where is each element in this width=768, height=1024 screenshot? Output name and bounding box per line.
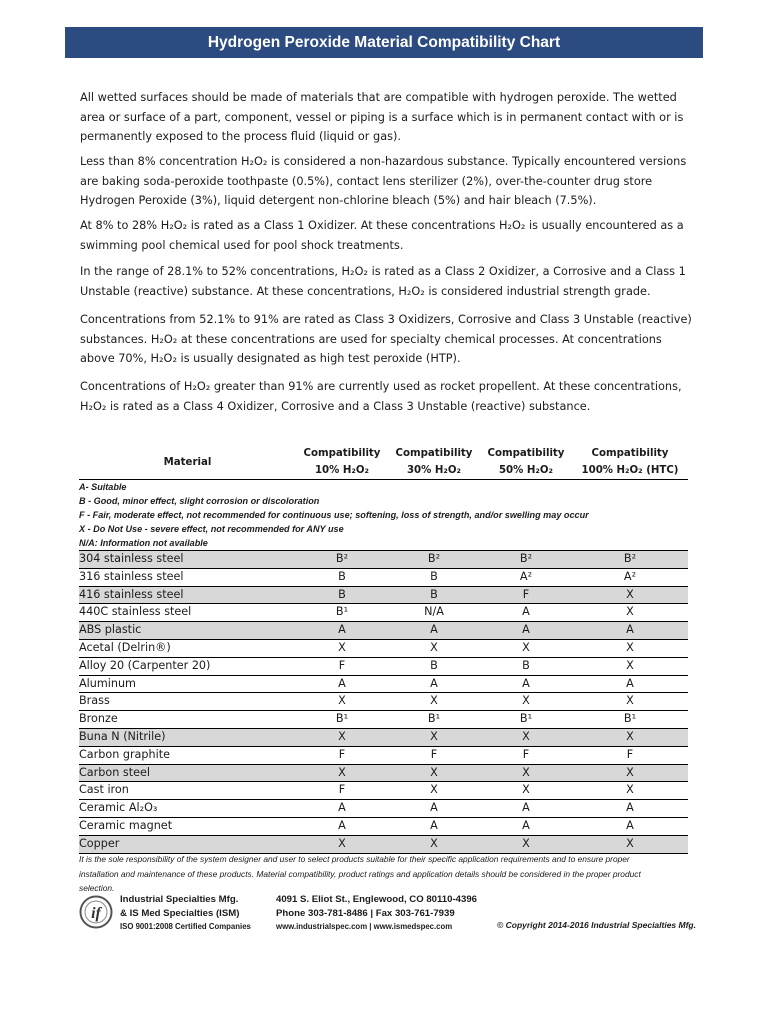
rating-c30: B [388, 657, 480, 675]
company-name: Industrial Specialties Mfg. [120, 894, 239, 905]
legend-text: A- Suitable [79, 482, 127, 492]
header-material: Material [79, 445, 296, 480]
material-name: Copper [79, 835, 296, 853]
rating-c50: B [480, 657, 572, 675]
rating-c30: X [388, 782, 480, 800]
rating-c100: X [572, 586, 688, 604]
rating-c50: A [480, 817, 572, 835]
material-name: 316 stainless steel [79, 568, 296, 586]
legend-text: N/A: Information not available [79, 538, 208, 548]
material-name: Ceramic magnet [79, 817, 296, 835]
table-row [79, 800, 688, 818]
table-row [79, 551, 688, 569]
rating-c10: B² [296, 551, 388, 569]
rating-c10: F [296, 782, 388, 800]
material-name: 440C stainless steel [79, 604, 296, 622]
rating-c100: X [572, 693, 688, 711]
rating-c10: B [296, 586, 388, 604]
rating-c100: X [572, 728, 688, 746]
header-30pct: Compatibility 30% H₂O₂ [388, 445, 480, 480]
table-row [79, 835, 688, 853]
intro-paragraph: All wetted surfaces should be made of materials that are compatible with hydrogen peroxide. The wetted area or surface of a part, component, vessel or piping is a surface which is in permanent contact with or is permanently exposed to the process fluid (liquid or gas). [80, 91, 684, 144]
legend-text: B - Good, minor effect, slight corrosion or discoloration [79, 496, 320, 506]
rating-c10: A [296, 817, 388, 835]
header-50pct: Compatibility 50% H₂O₂ [480, 445, 572, 480]
table-row [79, 586, 688, 604]
material-name: 304 stainless steel [79, 551, 296, 569]
rating-c10: B [296, 568, 388, 586]
rating-c10: X [296, 728, 388, 746]
material-name: Bronze [79, 711, 296, 729]
rating-c50: X [480, 728, 572, 746]
rating-c50: A [480, 800, 572, 818]
company-name-2: & IS Med Specialties (ISM) [120, 907, 240, 919]
rating-c50: A [480, 622, 572, 640]
company-info [120, 893, 251, 934]
intro-paragraph: In the range of 28.1% to 52% concentrations, H₂O₂ is rated as a Class 2 Oxidizer, a Corrosive and a Class 1 Unstable (reactive) substance. At these concentrations, H₂O₂ is considered industrial strength grade. [80, 265, 686, 298]
table-row [79, 817, 688, 835]
website-links[interactable]: www.industrialspec.com | www.ismedspec.com [276, 922, 453, 931]
phone-fax: Phone 303-781-8486 | Fax 303-761-7939 [276, 907, 455, 919]
table-row [79, 746, 688, 764]
intro-paragraph: At 8% to 28% H₂O₂ is rated as a Class 1 Oxidizer. At these concentrations H₂O₂ is usually encountered as a swimming pool chemical used for pool shock treatments. [80, 219, 684, 252]
rating-c50: X [480, 764, 572, 782]
legend [79, 480, 688, 551]
rating-c100: A [572, 622, 688, 640]
address: 4091 S. Eliot St., Englewood, CO 80110-4396 [276, 894, 478, 905]
material-name: Buna N (Nitrile) [79, 728, 296, 746]
rating-c30: B² [388, 551, 480, 569]
disclaimer: It is the sole responsibility of the system designer and user to select products suitable for their specific application requirements and to ensure proper installation and maintenance of these products. Material compatibility, product ratings and application details should be considered in the proper product selection. [79, 854, 641, 893]
page-title: Hydrogen Peroxide Material Compatibility Chart [65, 27, 703, 58]
table-row [79, 728, 688, 746]
rating-c100: B¹ [572, 711, 688, 729]
rating-c100: X [572, 764, 688, 782]
rating-c10: B¹ [296, 711, 388, 729]
rating-c10: F [296, 746, 388, 764]
rating-c10: A [296, 800, 388, 818]
rating-c100: X [572, 639, 688, 657]
rating-c50: A [480, 604, 572, 622]
rating-c100: X [572, 782, 688, 800]
rating-c100: A [572, 817, 688, 835]
material-name: Carbon graphite [79, 746, 296, 764]
rating-c30: A [388, 622, 480, 640]
rating-c10: A [296, 622, 388, 640]
legend-text: F - Fair, moderate effect, not recommended for continuous use; softening, loss of strength, and/or swelling may occur [79, 510, 589, 520]
rating-c10: X [296, 639, 388, 657]
rating-c50: F [480, 746, 572, 764]
table-row [79, 568, 688, 586]
table-row [79, 693, 688, 711]
company-logo-icon [79, 895, 113, 929]
header-10pct: Compatibility 10% H₂O₂ [296, 445, 388, 480]
rating-c100: A [572, 675, 688, 693]
rating-c100: A² [572, 568, 688, 586]
table-row [79, 604, 688, 622]
intro-paragraph: Concentrations from 52.1% to 91% are rated as Class 3 Oxidizers, Corrosive and Class 3 Unstable (reactive) substances. H₂O₂ at these concentrations are used for specialty chemical processes. At concentrations above 70%, H₂O₂ is usually designated as high test peroxide (HTP). [80, 313, 692, 366]
rating-c10: F [296, 657, 388, 675]
legend-item [79, 480, 688, 495]
rating-c30: X [388, 728, 480, 746]
material-name: ABS plastic [79, 622, 296, 640]
table-row [79, 639, 688, 657]
intro-paragraph: Concentrations of H₂O₂ greater than 91% are currently used as rocket propellent. At these concentrations, H₂O₂ is rated as a Class 4 Oxidizer, Corrosive and a Class 3 Unstable (reactive) substance. [80, 380, 682, 413]
footer [79, 893, 699, 938]
certification: ISO 9001:2008 Certified Companies [120, 922, 251, 931]
table-row [79, 675, 688, 693]
rating-c30: F [388, 746, 480, 764]
rating-c10: X [296, 693, 388, 711]
rating-c10: A [296, 675, 388, 693]
rating-c50: A² [480, 568, 572, 586]
legend-item [79, 522, 688, 536]
rating-c10: B¹ [296, 604, 388, 622]
rating-c100: F [572, 746, 688, 764]
copyright: © Copyright 2014-2016 Industrial Specialties Mfg. [497, 920, 696, 930]
table-row [79, 657, 688, 675]
rating-c30: X [388, 835, 480, 853]
rating-c100: A [572, 800, 688, 818]
rating-c50: X [480, 782, 572, 800]
table-row [79, 711, 688, 729]
rating-c50: B² [480, 551, 572, 569]
compatibility-table [79, 445, 688, 854]
table-row [79, 764, 688, 782]
material-name: Acetal (Delrin®) [79, 639, 296, 657]
intro-paragraph: Less than 8% concentration H₂O₂ is considered a non-hazardous substance. Typically encountered versions are baking soda-peroxide toothpaste (0.5%), contact lens sterilizer (2%), over-the-counter drug store Hydrogen Peroxide (3%), liquid detergent non-chlorine bleach (5%) and hair bleach (7.5%). [80, 155, 687, 208]
rating-c50: X [480, 639, 572, 657]
material-name: 416 stainless steel [79, 586, 296, 604]
legend-text: X - Do Not Use - severe effect, not recommended for ANY use [79, 524, 344, 534]
table-row [79, 622, 688, 640]
rating-c30: A [388, 675, 480, 693]
rating-c30: B [388, 586, 480, 604]
material-name: Alloy 20 (Carpenter 20) [79, 657, 296, 675]
legend-item [79, 508, 688, 522]
svg-text:if: if [91, 905, 101, 922]
rating-c10: X [296, 764, 388, 782]
rating-c10: X [296, 835, 388, 853]
rating-c100: B² [572, 551, 688, 569]
rating-c100: X [572, 657, 688, 675]
material-name: Brass [79, 693, 296, 711]
material-name: Cast iron [79, 782, 296, 800]
rating-c30: A [388, 800, 480, 818]
rating-c30: B¹ [388, 711, 480, 729]
rating-c50: A [480, 675, 572, 693]
rating-c30: X [388, 764, 480, 782]
material-name: Ceramic Al₂O₃ [79, 800, 296, 818]
material-name: Carbon steel [79, 764, 296, 782]
table-row [79, 782, 688, 800]
table-body [79, 551, 688, 854]
contact-info [276, 893, 477, 934]
material-name: Aluminum [79, 675, 296, 693]
rating-c30: B [388, 568, 480, 586]
legend-item [79, 536, 688, 551]
table-header-row [79, 445, 688, 480]
rating-c50: X [480, 835, 572, 853]
rating-c100: X [572, 835, 688, 853]
rating-c50: B¹ [480, 711, 572, 729]
rating-c30: N/A [388, 604, 480, 622]
rating-c30: X [388, 639, 480, 657]
rating-c30: A [388, 817, 480, 835]
rating-c100: X [572, 604, 688, 622]
rating-c30: X [388, 693, 480, 711]
rating-c50: F [480, 586, 572, 604]
legend-item [79, 494, 688, 508]
rating-c50: X [480, 693, 572, 711]
header-100pct: Compatibility 100% H₂O₂ (HTC) [572, 445, 688, 480]
